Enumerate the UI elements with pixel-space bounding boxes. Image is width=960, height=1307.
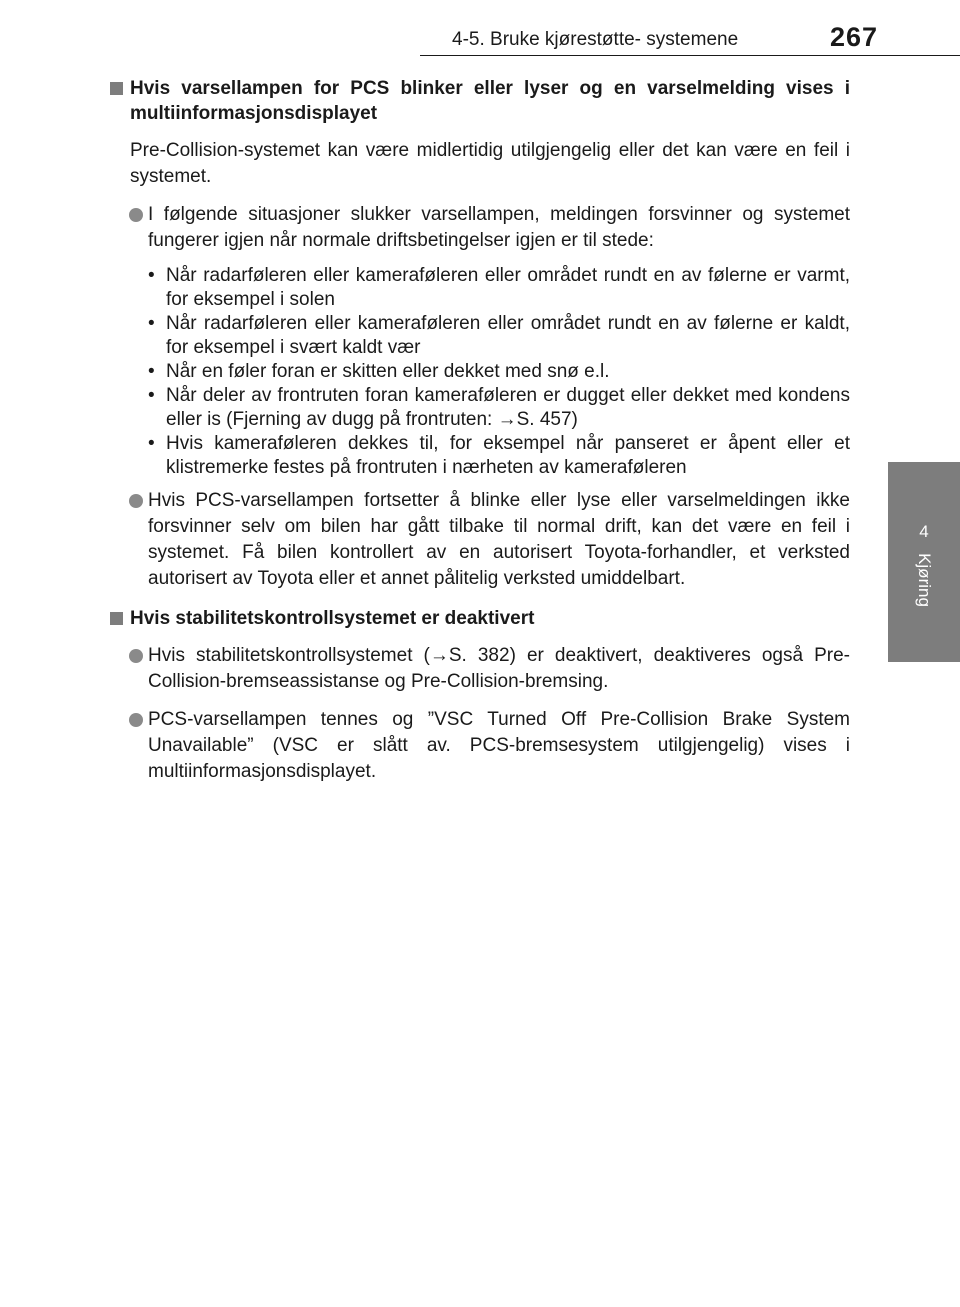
chapter-side-tab — [888, 462, 960, 662]
sub-list-item-text: Når radarføleren eller kameraføleren eller området rundt en av følerne er kaldt, for eksempel i svært kaldt vær — [166, 313, 850, 358]
section-heading — [110, 76, 850, 126]
sub-list-item — [110, 432, 850, 480]
square-bullet-icon — [110, 82, 123, 95]
sub-list-item — [110, 312, 850, 360]
list-item-text: I følgende situasjoner slukker varsellampen, meldingen forsvinner og systemet fungerer igjen når normale driftsbetingelser igjen er til stede: — [148, 204, 850, 251]
list-item — [110, 643, 850, 695]
list-item-text: Hvis PCS-varsellampen fortsetter å blinke eller lyse eller varselmeldingen ikke forsvinner selv om bilen har gått tilbake til normal drift, kan det være en feil i systemet. Få bilen kontrollert av en autorisert Toyota-forhandler, et verksted autorisert av Toyota eller et annet pålitelig verksted umiddelbart. — [148, 490, 850, 589]
circle-bullet-icon — [129, 494, 143, 508]
list-item — [110, 202, 850, 254]
list-item-text: PCS-varsellampen tennes og ”VSC Turned Off Pre-Collision Brake System Unavailable” (VSC er slått av. PCS-bremsesystem utilgjengelig) vises i multiinformasjonsdisplayet. — [148, 709, 850, 782]
section-heading — [110, 606, 850, 631]
dot-bullet-icon: • — [148, 385, 155, 406]
dot-bullet-icon: • — [148, 433, 155, 454]
section-heading-text: Hvis stabilitetskontrollsystemet er deaktivert — [130, 608, 535, 629]
sub-list-item-text: Når radarføleren eller kameraføleren eller området rundt en av følerne er varmt, for eksempel i solen — [166, 265, 850, 310]
sub-list-item-text: Når en føler foran er skitten eller dekket med snø e.l. — [166, 361, 610, 382]
header-section-title: 4-5. Bruke kjørestøtte- systemene — [452, 29, 739, 50]
list-item-text: Hvis stabilitetskontrollsystemet (→S. 382) er deaktivert, deaktiveres også Pre-Collision-bremseassistanse og Pre-Collision-bremsing. — [148, 645, 850, 692]
sub-list-item-text: Når deler av frontruten foran kameraføleren er dugget eller dekket med kondens eller is (Fjerning av dugg på frontruten: →S. 457) — [166, 385, 850, 430]
sub-list-item-text: Hvis kameraføleren dekkes til, for eksempel når panseret er åpent eller et klistremerke festes på frontruten i nærheten av kameraføleren — [166, 433, 850, 478]
dot-bullet-icon: • — [148, 265, 155, 286]
circle-bullet-icon — [129, 208, 143, 222]
page-number: 267 — [830, 22, 879, 52]
page-header — [0, 0, 960, 70]
section-pcs-warning — [110, 76, 850, 592]
dot-bullet-icon: • — [148, 313, 155, 334]
section-heading-text: Hvis varsellampen for PCS blinker eller lyser og en varselmelding vises i multiinformasjonsdisplayet — [130, 78, 850, 124]
page-content — [110, 76, 850, 785]
section-stability-control — [110, 606, 850, 785]
chapter-number: 4 — [919, 522, 929, 541]
square-bullet-icon — [110, 612, 123, 625]
dot-bullet-icon: • — [148, 361, 155, 382]
sub-list — [110, 264, 850, 480]
list-item — [110, 707, 850, 785]
circle-bullet-icon — [129, 713, 143, 727]
sub-list-item — [110, 360, 850, 384]
section-paragraph: Pre-Collision-systemet kan være midlertidig utilgjengelig eller det kan være en feil i systemet. — [130, 140, 850, 187]
sub-list-item — [110, 384, 850, 432]
chapter-label: Kjøring — [915, 553, 934, 607]
list-item — [110, 488, 850, 592]
sub-list-item — [110, 264, 850, 312]
circle-bullet-icon — [129, 649, 143, 663]
header-rule — [420, 55, 960, 56]
